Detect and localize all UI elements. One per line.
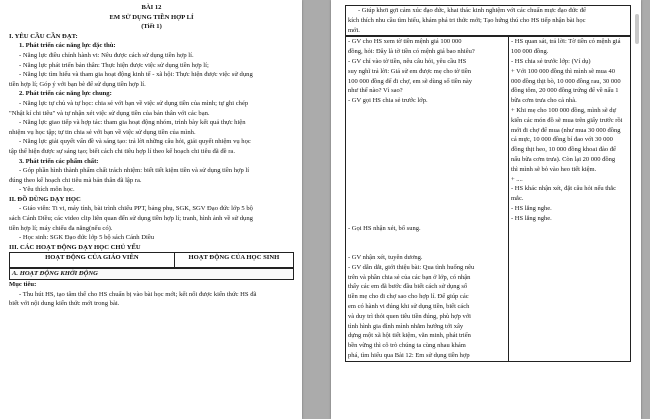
text-line: mới.: [348, 26, 360, 34]
text-line: tiền hợp lí; máy chiếu đa năng(nếu có).: [9, 224, 113, 232]
student-line: - HS lắng nghe.: [511, 214, 552, 222]
lesson-number: BÀI 12: [141, 4, 162, 11]
text-line: đúng theo kế hoạch chi tiêu mà bản thân đã lập ra.: [9, 176, 142, 184]
text-line: tập thể hiện được sự sáng tạo; biết cách chi tiêu hợp lí theo kế hoạch chi tiêu đã đề ra.: [9, 147, 235, 155]
text-line: kích thích nhu cầu tìm hiểu, khám phá tri thức mới; Tạo hứng thú cho HS tiếp nhận bài học: [348, 16, 586, 24]
teacher-line: suy nghĩ trả lời: Giả sử em được mẹ cho tờ tiền: [348, 67, 471, 75]
student-line: mắc.: [511, 195, 524, 203]
teacher-line: [348, 165, 506, 175]
teacher-activity-cell: [346, 37, 509, 361]
text-line: nhiệm vụ học tập; tự tin chia sẻ với bạn về việc sử dụng tiền của mình.: [9, 128, 196, 136]
teacher-line: - Gọi HS nhận xét, bổ sung.: [348, 224, 421, 232]
page-right-content: [345, 5, 631, 362]
subsection-general-competencies: 2. Phát triển các năng lực chung:: [19, 90, 112, 98]
vertical-scrollbar[interactable]: [635, 14, 639, 44]
student-line: mới đi chợ để mua (như mua 30 000 đồng: [511, 126, 621, 134]
text-line: - Năng lực điều chỉnh hành vi: Nêu được cách sử dụng tiền hợp lí.: [19, 51, 194, 59]
teacher-line: [348, 204, 506, 214]
lesson-title: EM SỬ DỤNG TIỀN HỢP LÍ: [109, 13, 194, 21]
goal-label: Mục tiêu:: [9, 281, 37, 289]
teacher-line: [348, 135, 506, 145]
text-line: biết với nội dung kiến thức mới trong bài.: [9, 300, 120, 308]
teacher-line: [348, 145, 506, 155]
header-teacher-activity: HOẠT ĐỘNG CỦA GIÁO VIÊN: [10, 253, 175, 268]
student-line: - HS chia sẻ trước lớp: (Ví dụ): [511, 57, 591, 65]
activities-table-header: [9, 252, 294, 268]
teacher-line: dựng một xã hội tiết kiệm, văn minh, phát triển: [348, 332, 471, 340]
document-page-left: [0, 0, 302, 419]
activity-goal-cell: [345, 5, 631, 36]
teacher-line: bền vững thì cô trò chúng ta cùng nhau khám: [348, 342, 466, 350]
activity-a-title: A. HOẠT ĐỘNG KHỞI ĐỘNG: [10, 269, 294, 280]
text-line: - Năng lực tự chủ và tự học: chia sẻ với bạn về việc sử dụng tiền của mình; tự ghi chép: [19, 99, 249, 107]
student-line: thì mình sẽ bỏ vào heo tiết kiệm.: [511, 165, 597, 173]
student-line: + ....: [511, 175, 523, 183]
activities-table: [345, 36, 631, 361]
teacher-line: [348, 116, 506, 126]
teacher-line: phá, tìm hiểu qua Bài 12: Em sử dụng tiền hợp: [348, 351, 470, 359]
student-line: + Khi mẹ cho 100 000 đồng, mình sẽ dự: [511, 106, 617, 114]
student-line: đồng tôm, 20 000 đồng trứng để về nấu 1: [511, 87, 619, 95]
teacher-line: và duy trì thói quen tiêu tiền đúng, phù hợp với: [348, 312, 471, 320]
teacher-line: thấy các em đã bước đầu biết cách sử dụng số: [348, 283, 468, 291]
teacher-line: em có hành vi đúng khi sử dụng tiền, biết cách: [348, 302, 470, 310]
student-activity-cell: [509, 37, 631, 361]
teacher-line: - GV chỉ vào tờ tiền, nêu câu hỏi, yêu cầu HS: [348, 57, 467, 65]
page-left-content: [9, 3, 294, 309]
header-student-activity: HOẠT ĐỘNG CỦA HỌC SINH: [174, 253, 293, 268]
text-line: - Năng lực giao tiếp và hợp tác: tham gia hoạt động nhóm, trình bày kết quả thực hiện: [19, 119, 246, 127]
text-line: - Năng lực phát triển bản thân: Thực hiện được việc sử dụng tiền hợp lí;: [19, 61, 209, 69]
teacher-line: tiền mẹ cho đi chợ sao cho hợp lí. Để giúp các: [348, 293, 469, 301]
student-line: bữa cơm trưa cho cả nhà.: [511, 97, 577, 105]
student-line: kiến các món đồ sẽ mua trên giấy trước rồi: [511, 116, 623, 124]
text-line: - Góp phần hình thành phẩm chất trách nhiệm: biết tiết kiệm tiền và sử dụng tiền hợp lí: [19, 167, 250, 175]
teacher-line: [348, 175, 506, 185]
student-line: - HS lắng nghe.: [511, 204, 552, 212]
text-line: sách Cánh Diều; các video clip liên quan đến sử dụng tiền hợp lí; tranh, hình ảnh về sử dụng: [9, 215, 253, 223]
lesson-period: (Tiết 1): [141, 23, 162, 31]
text-line: - Giáo viên: Ti vi, máy tính, bài trình chiếu PPT, bảng phụ, SGK, SGV Đạo đức lớp 5 bộ: [19, 205, 253, 213]
text-line: - Thu hút HS, tạo tâm thế cho HS chuẩn bị vào bài học mới; kết nối được kiến thức HS đã: [19, 290, 257, 298]
text-line: tiền hợp lí; Góp ý với bạn bè để sử dụng tiền hợp lí.: [9, 80, 146, 88]
student-line: + Với 100 000 đồng thì mình sẽ mua 40: [511, 67, 615, 75]
section-activities: III. CÁC HOẠT ĐỘNG DẠY HỌC CHỦ YẾU: [9, 243, 141, 251]
teacher-line: [348, 243, 506, 253]
activity-a-row: [9, 268, 294, 280]
text-line: - Yêu thích môn học.: [19, 186, 75, 194]
student-line: 000 đồng thịt bò, 10 000 đồng rau, 30 000: [511, 77, 621, 85]
subsection-specific-competencies: 1. Phát triển các năng lực đặc thù:: [19, 42, 116, 50]
student-line: - HS quan sát, trả lời: Tờ tiền có mệnh giá: [511, 38, 621, 46]
text-line: "Nhật kí chi tiêu" và tự nhận xét việc sử dụng tiền của bản thân với các bạn.: [9, 109, 210, 117]
text-line: - Năng lực giải quyết vấn đề và sáng tạo: trả lời những câu hỏi, giải quyết nhiệm vụ học: [19, 138, 251, 146]
document-page-right: [331, 0, 641, 419]
teacher-line: trên và phần chia sẻ của các bạn ở lớp, có nhận: [348, 273, 471, 281]
teacher-line: [348, 194, 506, 204]
teacher-line: - GV dẫn dắt, giới thiệu bài: Qua tình huống nêu: [348, 263, 475, 271]
teacher-line: [348, 214, 506, 224]
text-line: - Học sinh: SGK Đạo đức lớp 5 bộ sách Cánh Diều: [19, 234, 155, 242]
student-line: - HS khác nhận xét, đặt câu hỏi nếu thắc: [511, 185, 617, 193]
teacher-line: - GV gọi HS chia sẻ trước lớp.: [348, 97, 428, 105]
teacher-line: [348, 184, 506, 194]
teacher-line: [348, 233, 506, 243]
teacher-line: đồng, hỏi: Đây là tờ tiền có mệnh giá bao nhiêu?: [348, 48, 475, 56]
teacher-line: tình hình gia đình mình nhằm hướng tới xây: [348, 322, 464, 330]
teacher-line: [348, 106, 506, 116]
teacher-line: như thế nào? Vì sao?: [348, 87, 403, 95]
section-requirements: I. YÊU CẦU CẦN ĐẠT:: [9, 32, 78, 40]
subsection-qualities: 3. Phát triển các phẩm chất:: [19, 157, 99, 165]
text-line: - Năng lực tìm hiểu và tham gia hoạt động kinh tế - xã hội: Thực hiện được việc sử dụng: [19, 71, 253, 79]
section-materials: II. ĐỒ DÙNG DẠY HỌC: [9, 195, 81, 203]
text-line: - Giúp khơi gợi cảm xúc đạo đức, khai thác kinh nghiệm với các chuẩn mực đạo đức để: [358, 7, 586, 14]
teacher-line: - GV cho HS xem tờ tiền mệnh giá 100 000: [348, 38, 462, 46]
teacher-line: 100 000 đồng để đi chợ, em sẽ dùng số tiền này: [348, 77, 473, 85]
student-line: nấu bữa cơm trưa). Còn lại 20 000 đồng: [511, 155, 616, 163]
student-line: đồng thịt heo, 10 000 đồng khoai đào để: [511, 146, 616, 154]
teacher-line: [348, 126, 506, 136]
student-line: cá mực, 10 000 đồng bí đao với 30 000: [511, 136, 613, 144]
teacher-line: [348, 155, 506, 165]
student-line: 100 000 đồng.: [511, 48, 549, 56]
teacher-line: - GV nhận xét, tuyên dương.: [348, 253, 423, 261]
